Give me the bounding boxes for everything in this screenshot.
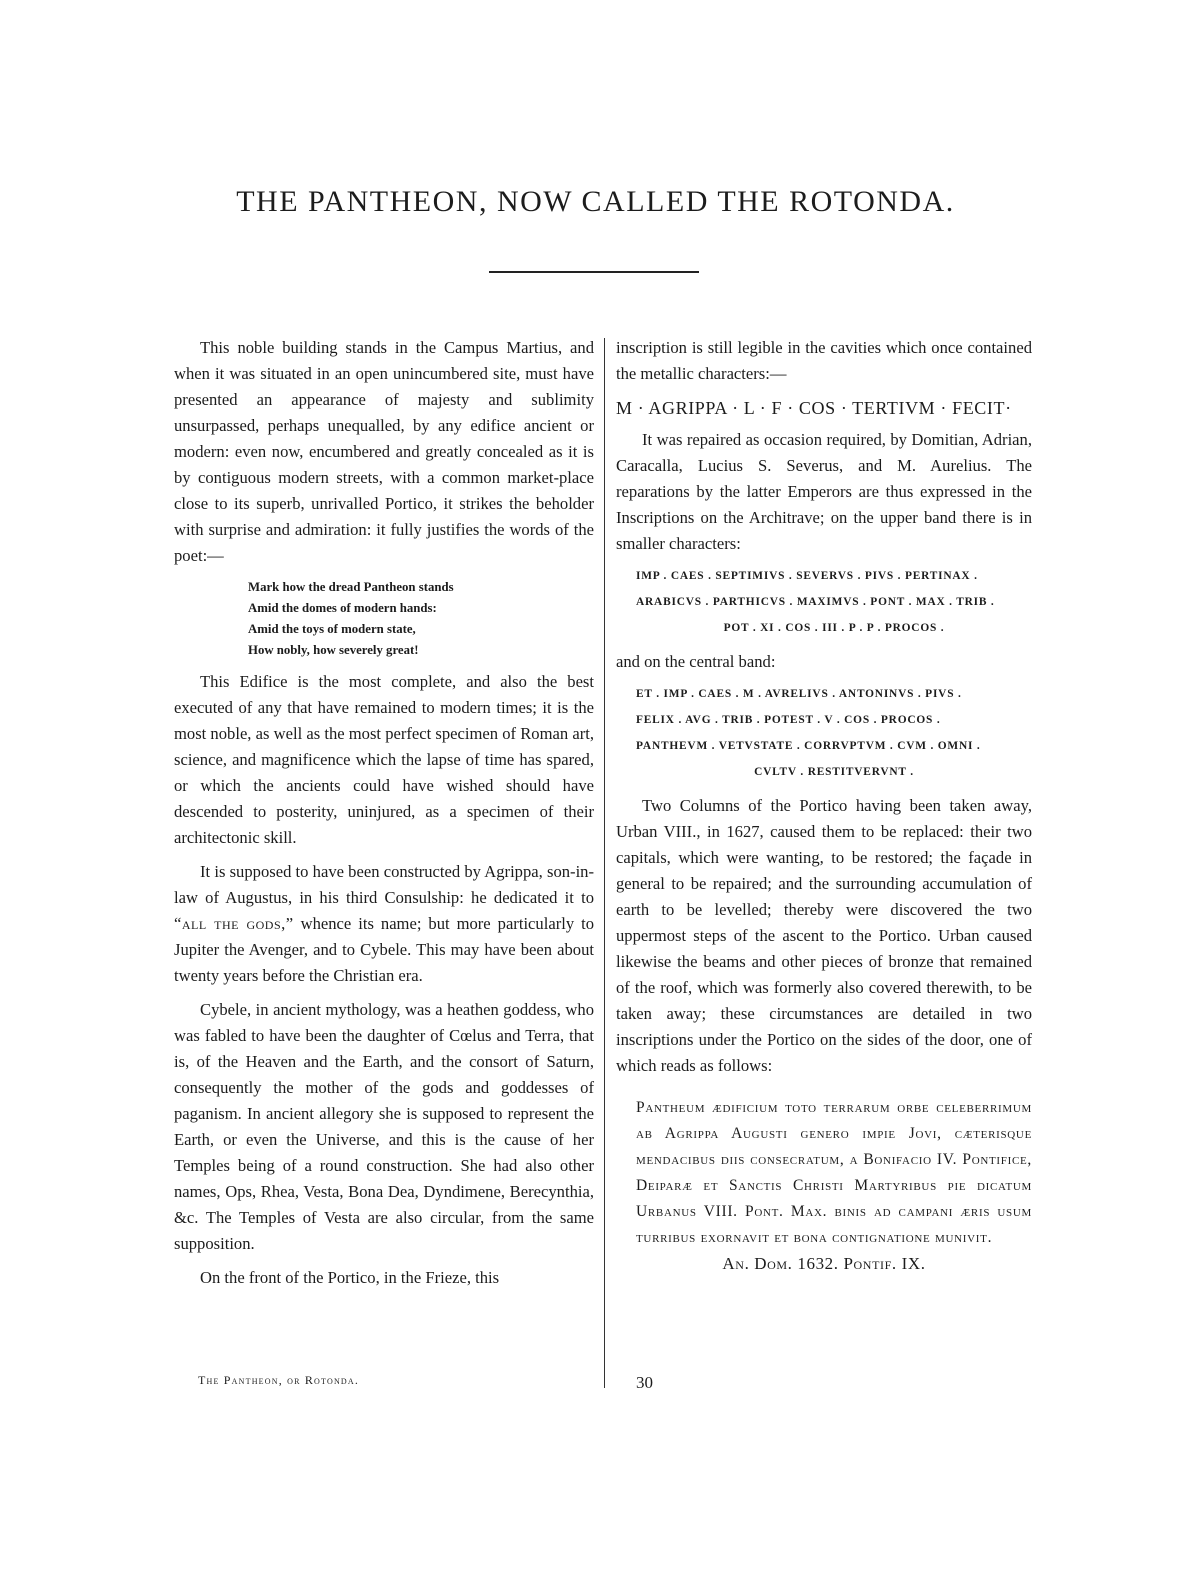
running-footer: The Pantheon, or Rotonda. xyxy=(198,1373,360,1387)
paragraph-cybele: Cybele, in ancient mythology, was a heathen goddess, who was fabled to have been the daughter of Cœlus and Terra, that is, of the Heaven and the Earth, and the consort of Saturn, consequently the mother of the gods and goddesses of paganism. In ancient allegory she is supposed to represent the Earth, or even the Universe, and this is the cause of her Temples being of a round construction. She had also other names, Ops, Rhea, Vesta, Bona Dea, Dyndimene, Berecynthia, &c. The Temples of Vesta are also circular, from the same supposition. xyxy=(174,1000,594,1253)
right-column xyxy=(616,335,1032,1277)
inscription-line: ARABICVS . PARTHICVS . MAXIMVS . PONT . MAX . TRIB . xyxy=(636,596,995,608)
paragraph-campus-martius: This noble building stands in the Campus Martius, and when it was situated in an open unincumbered site, must have presented an appearance of majesty and sublimity unsurpassed, perhaps unequalled, by any edifice ancient or modern: even now, encumbered and greatly concealed as it is by contiguous modern streets, with a common market-place close to its superb, unrivalled Portico, it strikes the beholder with surprise and admiration: it fully justifies the words of the poet:— xyxy=(174,338,594,565)
paragraph-inscription-intro: inscription is still legible in the cavities which once contained the metallic characters:— xyxy=(616,338,1032,383)
poem-line: How nobly, how severely great! xyxy=(248,643,419,657)
title-rule xyxy=(489,271,699,273)
paragraph-agrippa xyxy=(174,859,594,989)
page-title: THE PANTHEON, NOW CALLED THE ROTONDA. xyxy=(236,185,955,218)
inscription-line: ET . IMP . CAES . M . AVRELIVS . ANTONINVS . PIVS . xyxy=(636,688,962,700)
upper-band-inscription xyxy=(636,563,1032,641)
frieze-inscription: M · AGRIPPA · L · F · COS · TERTIVM · FECIT· xyxy=(616,398,1012,418)
portico-inscription: Pantheum ædificium toto terrarum orbe celeberrimum ab Agrippa Augusti genero impie Jovi, cæterisque mendacibus diis consecratum, a Bonifacio IV. Pontifice, Deiparæ et Sanctis Christi Martyribus pie dicatum Urbanus VIII. Pont. Max. binis ad campani æris usum turribus exornavit et bona contignatione munivit. xyxy=(636,1099,1032,1246)
paragraph-frieze: On the front of the Portico, in the Frieze, this xyxy=(200,1268,500,1287)
paragraph-urban-viii: Two Columns of the Portico having been taken away, Urban VIII., in 1627, caused them to be replaced: their two capitals, which were wanting, to be restored; the façade in general to be repaired; and the surrounding accumulation of earth to be levelled; thereby were discovered the two uppermost steps of the ascent to the Portico. Urban caused likewise the beams and other pieces of bronze that remained of the roof, which was formerly also covered therewith, to be taken away; these circumstances are detailed in two inscriptions under the Portico on the sides of the door, one of which reads as follows: xyxy=(616,796,1032,1075)
poem-line: Mark how the dread Pantheon stands xyxy=(248,580,454,594)
text-run: whence its name; but more particularly to Jupiter the Avenger, and to Cybele. This may have been about twenty years before the Christian era. xyxy=(174,914,594,985)
all-the-gods-phrase: “all the gods,” xyxy=(174,914,294,933)
inscription-line: POT . XI . COS . III . P . P . PROCOS . xyxy=(723,622,945,634)
paragraph-edifice: This Edifice is the most complete, and also the best executed of any that have remained to modern times; it is the most noble, as well as the most perfect specimen of Roman art, science, and magnificence which the lapse of time has spared, or which the ancients could have wished should have descended to posterity, uninjured, as a specimen of their architectonic skill. xyxy=(174,672,594,847)
paragraph-central-band: and on the central band: xyxy=(616,652,776,671)
left-column xyxy=(174,335,594,1291)
inscription-line: PANTHEVM . VETVSTATE . CORRVPTVM . CVM . OMNI . xyxy=(636,740,981,752)
column-divider xyxy=(604,338,605,1388)
central-band-inscription xyxy=(636,681,1032,785)
page-number: 30 xyxy=(636,1373,653,1392)
poem-line: Amid the toys of modern state, xyxy=(248,622,416,636)
text-run: It is supposed to have been constructed by Agrippa, son-in-law of Augustus, in his third Consulship: he dedicated it to xyxy=(174,862,594,907)
poem-line: Amid the domes of modern hands: xyxy=(248,601,437,615)
inscription-line: CVLTV . RESTITVERVNT . xyxy=(754,766,914,778)
poem-quote xyxy=(248,577,594,661)
paragraph-repairs: It was repaired as occasion required, by Domitian, Adrian, Caracalla, Lucius S. Severus, and M. Aurelius. The reparations by the latter Emperors are thus expressed in the Inscriptions on the Architrave; on the upper band there is in smaller characters: xyxy=(616,430,1032,553)
inscription-date: An. Dom. 1632. Pontif. IX. xyxy=(722,1254,926,1273)
inscription-line: IMP . CAES . SEPTIMIVS . SEVERVS . PIVS . PERTINAX . xyxy=(636,570,978,582)
inscription-line: FELIX . AVG . TRIB . POTEST . V . COS . PROCOS . xyxy=(636,714,941,726)
